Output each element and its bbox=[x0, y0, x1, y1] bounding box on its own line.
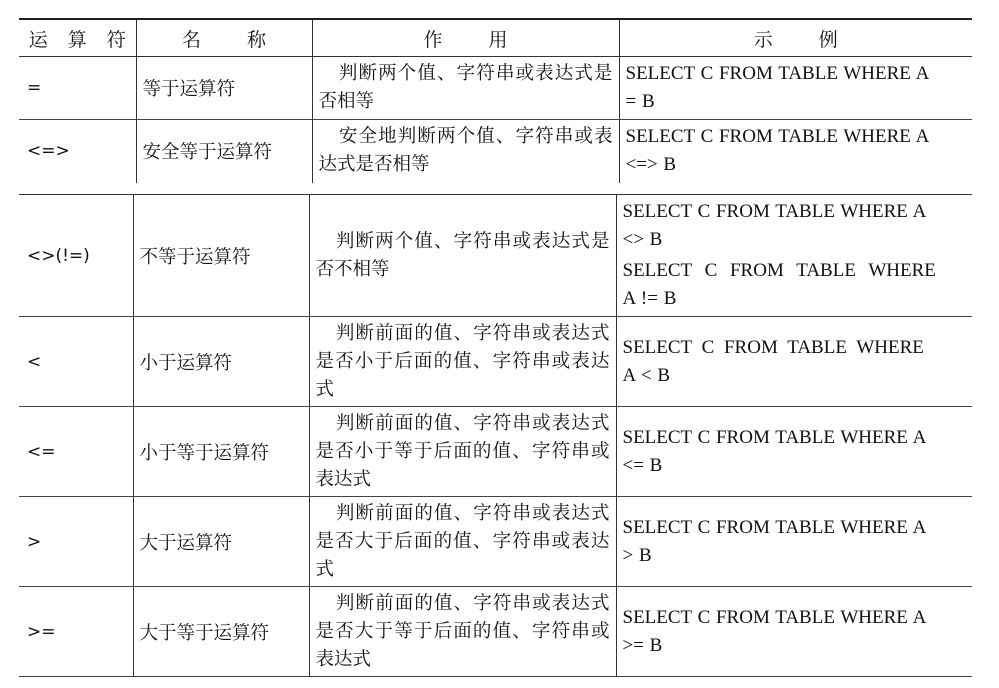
operator-cell: = bbox=[19, 57, 136, 120]
operator-cell: > bbox=[19, 497, 133, 587]
operator-cell: <=> bbox=[27, 141, 70, 162]
example-line: A < B bbox=[622, 364, 671, 386]
function-text: 判断前面的值、字符串或表达式是否大于等于后面的值、字符串或表达式 bbox=[315, 592, 610, 670]
table-row bbox=[19, 497, 972, 587]
table-row bbox=[19, 407, 972, 497]
operator-table-top bbox=[19, 18, 972, 183]
example-cell bbox=[616, 497, 972, 587]
example-line: SELECT C FROM TABLE WHERE A bbox=[625, 126, 930, 148]
function-cell bbox=[309, 317, 616, 407]
header-name: 名 称 bbox=[136, 19, 312, 57]
example-cell bbox=[616, 407, 972, 497]
operator-cell: >= bbox=[19, 587, 133, 677]
table-header-row bbox=[19, 19, 972, 57]
function-cell bbox=[309, 407, 616, 497]
name-cell: 不等于运算符 bbox=[133, 195, 309, 317]
function-cell bbox=[312, 120, 619, 183]
operator-table-bottom bbox=[19, 194, 972, 677]
function-text: 判断前面的值、字符串或表达式是否小于等于后面的值、字符串或表达式 bbox=[315, 412, 610, 490]
name-cell: 大于运算符 bbox=[133, 497, 309, 587]
operator-cell: < bbox=[19, 317, 133, 407]
function-cell bbox=[309, 195, 616, 317]
example-line: SELECT C FROM TABLE WHERE bbox=[622, 336, 924, 358]
example-line: A != B bbox=[622, 288, 677, 309]
example-line: <=> B bbox=[625, 154, 677, 176]
example-line: SELECT C FROM TABLE WHERE A bbox=[622, 606, 927, 628]
header-operator: 运 算 符 bbox=[19, 19, 136, 57]
example-line: = B bbox=[625, 91, 655, 112]
name-cell: 小于运算符 bbox=[133, 317, 309, 407]
name-cell: 小于等于运算符 bbox=[133, 407, 309, 497]
example-line: SELECT C FROM TABLE WHERE A bbox=[622, 426, 927, 448]
header-example: 示 例 bbox=[619, 19, 972, 57]
example-line: SELECT C FROM TABLE WHERE A bbox=[622, 516, 927, 538]
example-line: SELECT C FROM TABLE WHERE bbox=[622, 260, 936, 281]
example-line: <> B bbox=[622, 229, 663, 250]
name-cell: 大于等于运算符 bbox=[133, 587, 309, 677]
table-row bbox=[19, 587, 972, 677]
function-cell bbox=[309, 587, 616, 677]
example-cell bbox=[616, 587, 972, 677]
example-line: >= B bbox=[622, 634, 663, 656]
function-text: 判断前面的值、字符串或表达式是否大于后面的值、字符串或表达式 bbox=[315, 502, 610, 580]
name-cell: 安全等于运算符 bbox=[136, 120, 312, 183]
example-line: > B bbox=[622, 544, 652, 566]
table-row bbox=[19, 317, 972, 407]
operator-cell: <= bbox=[19, 407, 133, 497]
table-row bbox=[19, 57, 972, 120]
example-cell bbox=[619, 120, 972, 183]
function-text: 安全地判断两个值、字符串或表达式是否相等 bbox=[318, 126, 613, 176]
table-row bbox=[19, 120, 972, 183]
example-line: SELECT C FROM TABLE WHERE A bbox=[625, 63, 930, 84]
header-function: 作 用 bbox=[312, 19, 619, 57]
function-text: 判断两个值、字符串或表达式是否不相等 bbox=[315, 230, 610, 280]
name-cell: 等于运算符 bbox=[136, 57, 312, 120]
example-line: SELECT C FROM TABLE WHERE A bbox=[622, 201, 927, 222]
function-cell bbox=[312, 57, 619, 120]
example-cell bbox=[616, 195, 972, 317]
example-line: <= B bbox=[622, 454, 663, 476]
example-cell bbox=[619, 57, 972, 120]
operator-cell: <>(!=) bbox=[19, 195, 133, 317]
function-text: 判断前面的值、字符串或表达式是否小于后面的值、字符串或表达式 bbox=[315, 322, 610, 400]
function-cell bbox=[309, 497, 616, 587]
example-cell bbox=[616, 317, 972, 407]
example-block bbox=[623, 198, 967, 254]
example-block-alt bbox=[623, 257, 967, 313]
function-text: 判断两个值、字符串或表达式是否相等 bbox=[318, 63, 613, 112]
table-row bbox=[19, 195, 972, 317]
